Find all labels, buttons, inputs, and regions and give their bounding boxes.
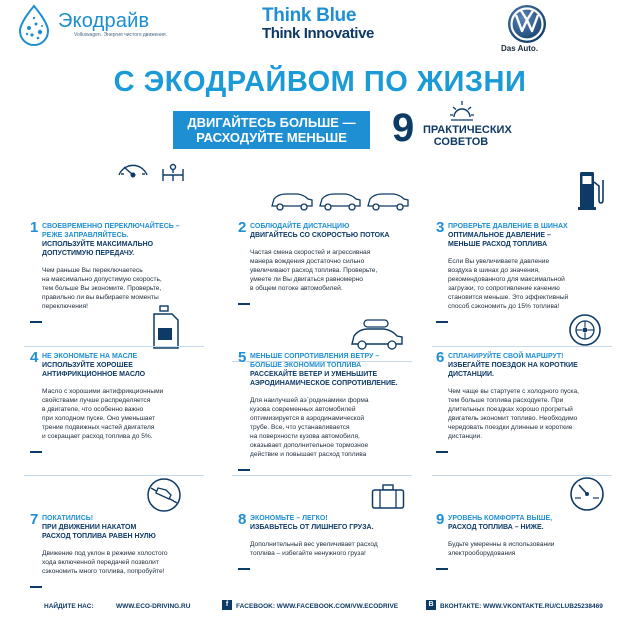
tip-subheading-line: ИСПОЛЬЗУЙТЕ МАКСИМАЛЬНО: [42, 241, 154, 248]
tip-body-line: при холодном пуске. Оно уменьшает: [42, 415, 156, 422]
tip-body-line: тем больше Вы экономите. Проверьте,: [42, 285, 162, 292]
tip-subheading-line: ПРИ ДВИЖЕНИИ НАКАТОМ: [42, 524, 137, 531]
tip-body-line: чередовать поездки длинные и короткие: [448, 424, 573, 431]
tip-heading-line: СОБЛЮДАЙТЕ ДИСТАНЦИЮ: [250, 223, 350, 230]
footer-label: НАЙДИТЕ НАС:: [44, 603, 94, 610]
tip-subheading: [42, 523, 222, 541]
tip-subheading: [448, 361, 628, 379]
tip-body-line: тем больше топлива расходуете. При: [448, 397, 564, 404]
tip-body: [448, 540, 624, 558]
tip-subheading: [42, 240, 222, 258]
tip-subheading-line: ИЗБЕГАЙТЕ ПОЕЗДОК НА КОРОТКИЕ: [448, 362, 578, 369]
car-downhill-icon: [146, 477, 182, 513]
tip-heading: [250, 514, 430, 523]
tip-body-line: Частая смена скоростей и агрессивная: [250, 249, 371, 256]
tip-body-line: действие и повышает расход топлива: [250, 451, 367, 458]
tip-body-line: в общем потоке автомобилей.: [250, 285, 343, 292]
tip-body-line: длительных поездках хорошо прогретый: [448, 406, 573, 413]
gear-shift-icon: [116, 157, 188, 217]
nine-caption-line-2: СОВЕТОВ: [433, 136, 489, 148]
page-title: С ЭКОДРАЙВОМ ПО ЖИЗНИ: [113, 66, 527, 98]
tip-body-line: Чем чаще вы стартуете с холодного пуска,: [448, 388, 579, 395]
tip-body-line: загрузки, то сопротивление качению: [448, 285, 560, 292]
footer-site-link[interactable]: WWW.ECO-DRIVING.RU: [116, 603, 191, 610]
tip-body-line: кузова современных автомобилей: [250, 406, 356, 413]
speedometer-icon: [569, 476, 605, 512]
tip-body-line: на максимально допустимую скорость,: [42, 276, 162, 283]
tip-body-line: трение подвижных частей двигателя: [42, 424, 155, 431]
tip-body-line: сэкономить много топлива, попробуйте!: [42, 568, 165, 575]
tip-number: 7: [30, 511, 39, 528]
tip-body: [250, 540, 426, 558]
tip-number: 1: [30, 219, 39, 236]
tip-subheading: [250, 231, 430, 240]
tip-subheading-line: ДОПУСТИМУЮ ПЕРЕДАЧУ.: [42, 250, 135, 257]
footer-facebook-link[interactable]: FACEBOOK: WWW.FACEBOOK.COM/VW.ECODRIVE: [236, 603, 399, 610]
tip-number: 5: [238, 349, 247, 366]
tip-heading-line: ЭКОНОМЬТЕ – ЛЕГКО!: [250, 515, 328, 522]
tip-divider-bar: [238, 303, 250, 305]
think-blue-text: Think Blue: [262, 5, 357, 26]
tip-body-line: увеличивают расход топлива. Проверьте,: [250, 267, 378, 274]
tip-subheading-line: РАСХОД ТОПЛИВА РАВЕН НУЛЮ: [42, 533, 156, 540]
facebook-icon: f: [222, 600, 232, 610]
tip-subheading-line: АНТИФРИКЦИОННОЕ МАСЛО: [42, 371, 146, 378]
tip-body-line: Масло с хорошими антифрикционными: [42, 388, 164, 395]
tip-body-line: свойствами лучше распределяется: [42, 397, 151, 404]
tip-body-line: Если Вы увеличиваете давление: [448, 258, 550, 265]
tip-heading-line: СПЛАНИРУЙТЕ СВОЙ МАРШРУТ!: [448, 353, 564, 360]
das-auto-text: Das Auto.: [501, 44, 539, 53]
tip-body-line: топлива – избегайте ненужного груза!: [250, 550, 366, 557]
tip-body-line: и сокращает расход топлива до 5%.: [42, 433, 153, 440]
tip-heading-line: ПРОВЕРЬТЕ ДАВЛЕНИЕ В ШИНАХ: [448, 223, 568, 230]
tip-heading-line: РЕЖЕ ЗАПРАВЛЯЙТЕСЬ.: [42, 232, 129, 239]
car-roofbox-icon: [350, 318, 404, 352]
cars-distance-icon: [270, 188, 412, 214]
tip-heading-line: ПОКАТИЛИСЬ!: [42, 515, 94, 522]
footer-vk-link[interactable]: ВКОНТАКТЕ: WWW.VKONTAKTE.RU/CLUB25238469: [440, 603, 603, 610]
tip-heading-line: МЕНЬШЕ СОПРОТИВЛЕНИЯ ВЕТРУ –: [250, 353, 380, 360]
tip-number: 4: [30, 349, 39, 366]
tip-number: 8: [238, 511, 247, 528]
tip-subheading-line: РАСХОД ТОПЛИВА – НИЖЕ.: [448, 524, 544, 531]
tip-body-line: умеете ли Вы двигаться равномерно: [250, 276, 363, 283]
tip-divider-bar: [436, 321, 448, 323]
divider-row-2-col-2: [232, 475, 412, 476]
tip-heading-line: НЕ ЭКОНОМЬТЕ НА МАСЛЕ: [42, 353, 138, 360]
divider-row-2-col-1: [24, 475, 204, 476]
banner: [173, 111, 370, 149]
sun-icon: [450, 99, 474, 121]
banner-line-2: РАСХОДУЙТЕ МЕНЬШЕ: [196, 130, 347, 145]
tip-body-line: хода включенной передачей позволит: [42, 559, 159, 566]
tip-body-line: оптимизируется в аэродинамической: [250, 415, 365, 422]
ecodrive-title: Экодрайв: [58, 10, 150, 32]
tip-body-line: двигатель экономит топливо. Необходимо: [448, 415, 578, 422]
ecodrive-logo: [14, 4, 194, 48]
tip-body-line: становится меньше. Это эффективный: [448, 294, 569, 301]
tip-subheading: [250, 523, 430, 532]
tip-subheading: [448, 523, 628, 532]
tip-body-line: правильно ли вы выбираете моменты: [42, 294, 159, 301]
tip-body-line: Будьте умеренны в использовании: [448, 541, 555, 548]
tip-body-line: Движение под уклон в режиме холостого: [42, 550, 168, 557]
tip-body: [448, 257, 624, 311]
tip-heading: [448, 222, 628, 231]
think-blue-logo: [262, 6, 392, 42]
tip-body: [250, 396, 426, 459]
tip-body-line: Для наилучшей аэ`родинамики форма: [250, 397, 369, 404]
tip-body: [250, 248, 426, 293]
tip-body-line: Дополнительный вес увеличивает расход: [250, 541, 378, 548]
tip-divider-bar: [238, 469, 250, 471]
tip-body-line: на поверхности кузова автомобиля,: [250, 433, 360, 440]
tip-body-line: манера вождения достаточно сильно: [250, 258, 365, 265]
fuel-pump-icon: [578, 168, 604, 212]
tip-heading-line: СВОЕВРЕМЕННО ПЕРЕКЛЮЧАЙТЕСЬ –: [42, 223, 180, 230]
banner-line-1: ДВИГАЙТЕСЬ БОЛЬШЕ —: [187, 115, 356, 130]
vkontakte-icon: В: [426, 600, 436, 610]
tip-body: [448, 387, 624, 441]
tip-subheading-line: РАССЕКАЙТЕ ВЕТЕР И УМЕНЬШИТЕ: [250, 371, 378, 378]
tip-heading: [42, 514, 222, 523]
nine-caption-line-1: ПРАКТИЧЕСКИХ: [423, 124, 512, 136]
ecodrive-subtitle: Volkswagen. Энергия чистого движения.: [74, 32, 168, 38]
tip-subheading-line: ИСПОЛЬЗУЙТЕ ХОРОШЕЕ: [42, 362, 133, 369]
water-drop-icon: [14, 4, 54, 46]
tip-heading: [448, 352, 628, 361]
tip-divider-bar: [436, 568, 448, 570]
nine-caption: [423, 124, 512, 148]
tip-heading-line: БОЛЬШЕ ЭКОНОМИИ ТОПЛИВА: [250, 362, 362, 369]
tip-subheading: [448, 231, 628, 249]
divider-row-2-col-3: [432, 475, 612, 476]
tip-subheading-line: ДВИГАЙТЕСЬ СО СКОРОСТЬЮ ПОТОКА: [250, 232, 390, 239]
tip-body: [42, 266, 218, 311]
nine-number: 9: [392, 106, 415, 150]
tip-heading: [448, 514, 628, 523]
tip-body-line: трубе. Все, что устанавливается: [250, 424, 350, 431]
tip-divider-bar: [30, 321, 42, 323]
tip-subheading-line: ДИСТАНЦИИ.: [448, 371, 494, 378]
tip-body-line: рекомендованного для максимальной: [448, 276, 565, 283]
tip-divider-bar: [436, 451, 448, 453]
tip-subheading: [250, 370, 430, 388]
tip-body-line: оказывает дополнительное тормозное: [250, 442, 369, 449]
tip-heading: [250, 222, 430, 231]
tip-number: 9: [436, 511, 445, 528]
tip-body-line: воздуха в шинах до значения,: [448, 267, 540, 274]
tip-subheading-line: АЭРОДИНАМИЧЕСКОЕ СОПРОТИВЛЕНИЕ.: [250, 380, 398, 387]
tip-subheading-line: ОПТИМАЛЬНОЕ ДАВЛЕНИЕ –: [448, 232, 551, 239]
suitcase-icon: [371, 484, 405, 510]
divider-row-1-col-3: [432, 346, 612, 347]
tip-subheading-line: МЕНЬШЕ РАСХОД ТОПЛИВА: [448, 241, 548, 248]
tip-body-line: Чем раньше Вы переключаетесь: [42, 267, 143, 274]
tip-divider-bar: [30, 586, 42, 588]
vw-logo-icon: [507, 4, 547, 44]
tip-divider-bar: [30, 451, 42, 453]
tip-subheading: [42, 361, 222, 379]
tip-heading: [250, 352, 430, 370]
tip-number: 2: [238, 219, 247, 236]
tip-number: 3: [436, 219, 445, 236]
tip-body-line: дистанции.: [448, 433, 483, 440]
tip-heading: [42, 352, 222, 361]
tip-body-line: электрооборудования: [448, 550, 516, 557]
tip-heading: [42, 222, 222, 240]
tip-divider-bar: [238, 568, 250, 570]
divider-row-1-col-1: [24, 346, 204, 347]
tip-subheading-line: ИЗБАВЬТЕСЬ ОТ ЛИШНЕГО ГРУЗА.: [250, 524, 374, 531]
tip-body-line: переключения!: [42, 303, 89, 310]
tip-body: [42, 387, 218, 441]
tire-icon: [568, 313, 602, 347]
tip-body-line: в двигателе, что особенно важно: [42, 406, 144, 413]
tip-number: 6: [436, 349, 445, 366]
think-innovative-text: Think Innovative: [262, 25, 374, 42]
tip-body-line: способ сэкономить до 15% топлива!: [448, 303, 560, 310]
tip-body: [42, 549, 218, 576]
tip-heading-line: УРОВЕНЬ КОМФОРТА ВЫШЕ,: [448, 515, 553, 522]
footer: [0, 596, 640, 626]
